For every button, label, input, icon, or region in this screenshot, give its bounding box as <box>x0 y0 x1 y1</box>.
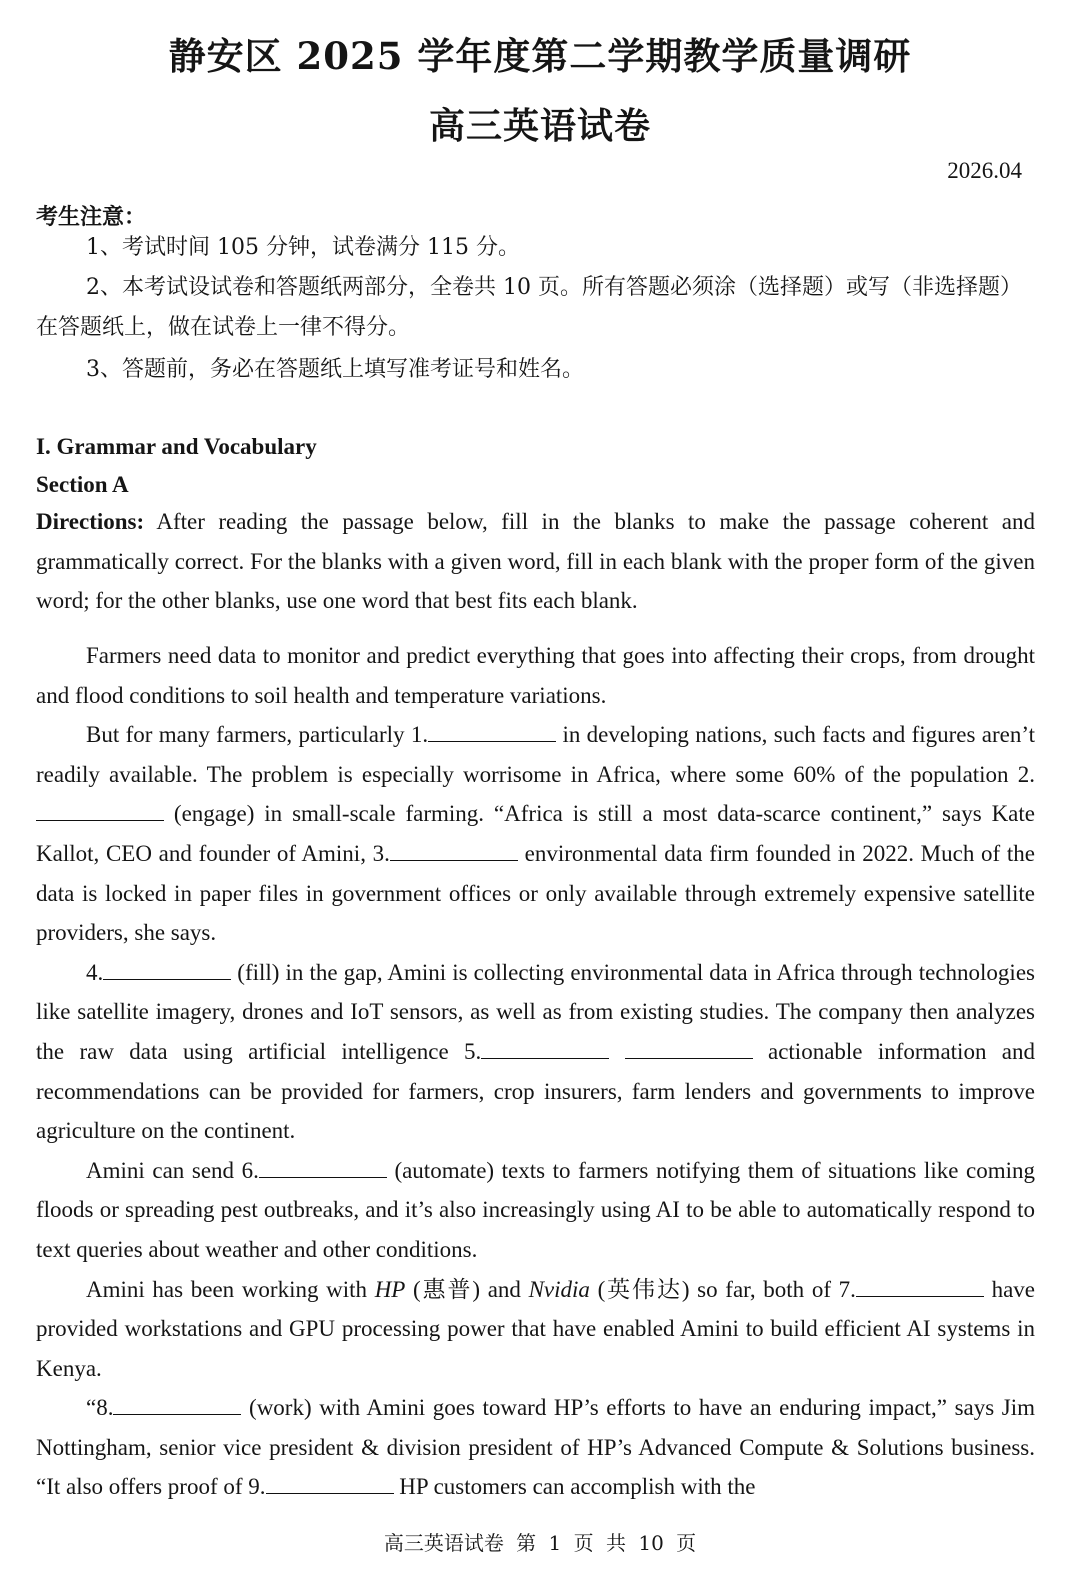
notice-item-1 <box>36 228 1036 268</box>
section-heading: Section A <box>36 472 129 497</box>
brand-hp: HP <box>374 1276 406 1302</box>
answer-blank-6[interactable] <box>259 1157 387 1178</box>
paragraph-text: But for many farmers, particularly 1. <box>86 722 429 748</box>
answer-blank-5a[interactable] <box>481 1038 609 1059</box>
paragraph-text: have provided workstations and GPU processing power that have enabled Amini to build efficient AI systems in Kenya. <box>36 1276 1035 1381</box>
answer-blank-3[interactable] <box>390 840 518 861</box>
paragraph-text: “8. <box>86 1395 114 1421</box>
paragraph-4 <box>36 1151 1035 1270</box>
paragraph-1 <box>36 636 1035 715</box>
paragraph-text: in developing nations, such facts and figures aren’t readily available. The problem is especially worrisome in Africa, where some 60% of the population 2. <box>36 722 1035 787</box>
paragraph-text: (work) with Amini goes toward HP’s efforts to have an enduring impact,” says Jim Nottingham, senior vice president & division president of HP’s Advanced Compute & Solutions business. “It also offers proof of 9. <box>36 1395 1035 1500</box>
paragraph-text: 4. <box>86 959 104 985</box>
notice-text: 3、答题前，务必在答题纸上填写准考证号和姓名。 <box>86 357 584 382</box>
exam-date: 2026.04 <box>947 158 1022 183</box>
paragraph-text: Farmers need data to monitor and predict everything that goes into affecting their crops, from drought and flood conditions to soil health and temperature variations. <box>36 643 1035 708</box>
answer-blank-4[interactable] <box>103 959 231 980</box>
answer-blank-5b[interactable] <box>625 1038 753 1059</box>
paragraph-text: environmental data firm founded in 2022. Much of the data is locked in paper files in government offices or only available through extremely expensive satellite providers, she says. <box>36 840 1035 946</box>
directions-label: Directions: <box>36 509 145 534</box>
part-heading: I. Grammar and Vocabulary <box>36 434 317 459</box>
paragraph-2 <box>36 715 1035 953</box>
reading-passage <box>36 636 1035 1507</box>
exam-title: 静安区 2025 学年度第二学期教学质量调研 <box>168 34 912 78</box>
paragraph-text: HP customers can accomplish with the <box>393 1474 756 1500</box>
paragraph-text: actionable information and recommendations can be provided for farmers, crop insurers, farm lenders and governments to improve agriculture on the continent. <box>36 1038 1036 1144</box>
paragraph-5 <box>36 1270 1035 1389</box>
directions-text: After reading the passage below, fill in the blanks to make the passage coherent and grammatically correct. For the blanks with a given word, fill in each blank with the proper form of the given word; for the other blanks, use one word that best fits each blank. <box>36 509 1035 614</box>
brand-nvidia: Nvidia <box>528 1276 590 1302</box>
paragraph-text: (惠普) and <box>405 1276 529 1302</box>
paragraph-text: (英伟达) so far, both of 7. <box>589 1276 856 1302</box>
page-footer: 高三英语试卷 第 1 页 共 10 页 <box>383 1531 697 1555</box>
answer-blank-2[interactable] <box>36 800 164 821</box>
paragraph-text: Amini can send 6. <box>86 1157 259 1183</box>
paragraph-text: Amini has been working with <box>86 1276 375 1302</box>
paragraph-text: (engage) in small-scale farming. “Africa is still a most data-scarce continent,” says Kate Kallot, CEO and founder of Amini, 3. <box>36 801 1035 866</box>
notice-text: 2、本考试设试卷和答题纸两部分，全卷共 10 页。所有答题必须涂（选择题）或写（非选择题）在答题纸上，做在试卷上一律不得分。 <box>36 275 1022 340</box>
answer-blank-1[interactable] <box>428 721 556 742</box>
paragraph-text: (automate) texts to farmers notifying them of situations like coming floods or spreading pest outbreaks, and it’s also increasingly using AI to be able to automatically respond to text queries about weather and other conditions. <box>36 1157 1035 1262</box>
directions <box>36 502 1035 621</box>
answer-blank-7[interactable] <box>856 1276 984 1297</box>
answer-blank-9[interactable] <box>266 1473 394 1494</box>
notice-heading: 考生注意： <box>36 204 147 230</box>
exam-subtitle: 高三英语试卷 <box>428 105 651 147</box>
notice-item-3 <box>36 350 1036 390</box>
paragraph-6 <box>36 1388 1035 1507</box>
paragraph-text: (fill) in the gap, Amini is collecting environmental data in Africa through technologies like satellite imagery, drones and IoT sensors, as well as from existing studies. The company then analyzes the raw data using artificial intelligence 5. <box>36 959 1035 1064</box>
paragraph-3 <box>36 953 1035 1151</box>
notice-item-2 <box>36 268 1036 348</box>
answer-blank-8[interactable] <box>113 1394 241 1415</box>
notice-text: 1、考试时间 105 分钟，试卷满分 115 分。 <box>86 235 520 260</box>
